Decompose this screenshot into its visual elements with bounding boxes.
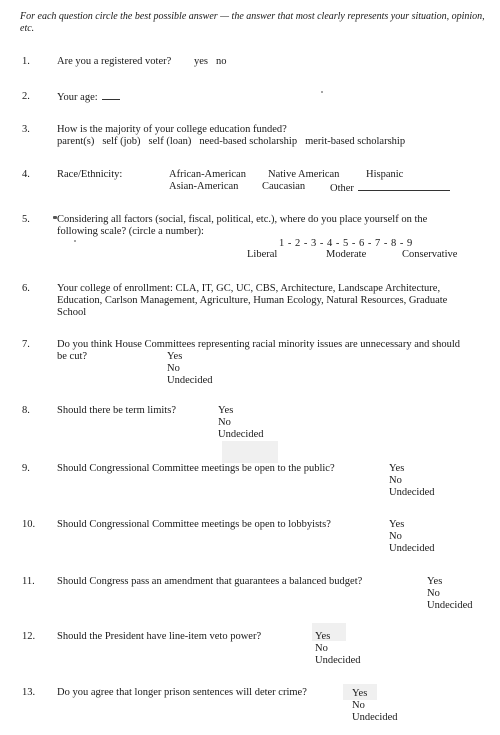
q2-text: Your age: <box>57 92 98 103</box>
q10-option-yes[interactable]: Yes <box>389 519 405 530</box>
q4-option-hispanic[interactable]: Hispanic <box>366 169 404 180</box>
scale-label-liberal: Liberal <box>247 249 278 260</box>
q8-option-undecided[interactable]: Undecided <box>218 429 264 440</box>
q2-number: 2. <box>22 91 30 102</box>
q4-text: Race/Ethnicity: <box>57 169 123 180</box>
other-blank[interactable] <box>358 181 450 191</box>
q12-option-yes[interactable]: Yes <box>315 631 331 642</box>
q12-option-undecided[interactable]: Undecided <box>315 655 361 666</box>
q1-options <box>194 56 227 68</box>
q3-options <box>57 136 405 148</box>
q9-option-no[interactable]: No <box>389 475 402 486</box>
q6-number: 6. <box>22 283 30 294</box>
q10-options <box>389 519 434 555</box>
paper-smudge <box>222 441 278 463</box>
q4-option-african-american[interactable]: African-American <box>169 169 246 180</box>
q7-option-no[interactable]: No <box>167 363 180 374</box>
q1-number: 1. <box>22 56 30 67</box>
q7-text: Do you think House Committees representing racial minority issues are unnecessary and should be cut? <box>57 339 460 362</box>
q4-number: 4. <box>22 169 30 180</box>
q10-number: 10. <box>22 519 36 530</box>
q4-other-label: Other <box>330 183 354 194</box>
q9-option-yes[interactable]: Yes <box>389 463 405 474</box>
q13-option-undecided[interactable]: Undecided <box>352 712 398 723</box>
q6-text: Your college of enrollment: CLA, IT, GC, UC, CBS, Architecture, Landscape Architecture, Education, Carlson Management, Agriculture, Human Ecology, Natural Resources, Graduate School <box>57 283 448 318</box>
stray-mark <box>74 240 76 242</box>
q7-number: 7. <box>22 339 30 350</box>
q11-text: Should Congress pass an amendment that guarantees a balanced budget? <box>57 576 363 587</box>
q10-text: Should Congressional Committee meetings be open to lobbyists? <box>57 519 331 530</box>
q12-option-no[interactable]: No <box>315 643 328 654</box>
q13-number: 13. <box>22 687 36 698</box>
stray-mark <box>53 216 57 219</box>
scale-label-conservative: Conservative <box>402 249 458 260</box>
stray-mark <box>321 91 323 93</box>
q11-number: 11. <box>22 576 35 587</box>
q1-option-no[interactable]: no <box>216 56 227 67</box>
q11-option-yes[interactable]: Yes <box>427 576 443 587</box>
q12-number: 12. <box>22 631 36 642</box>
q1-text: Are you a registered voter? <box>57 56 172 67</box>
q8-options <box>218 405 263 441</box>
q10-option-undecided[interactable]: Undecided <box>389 543 435 554</box>
q3-option-need-based[interactable]: need-based scholarship <box>199 136 298 147</box>
instructions: For each question circle the best possible answer — the answer that most clearly represents your situation, opinion, etc. <box>20 11 485 34</box>
q12-text: Should the President have line-item veto power? <box>57 631 262 642</box>
q4-option-other[interactable] <box>330 181 450 195</box>
q4-option-asian-american[interactable]: Asian-American <box>169 181 239 192</box>
q13-option-yes[interactable]: Yes <box>352 688 368 699</box>
q10-option-no[interactable]: No <box>389 531 402 542</box>
q8-text: Should there be term limits? <box>57 405 176 416</box>
q8-number: 8. <box>22 405 30 416</box>
q11-options <box>427 576 472 612</box>
q13-options <box>352 688 397 724</box>
q3-option-merit-based[interactable]: merit-based scholarship <box>305 136 406 147</box>
q5-text: Considering all factors (social, fiscal, political, etc.), where do you place yourself on the following scale? (circle a number): <box>57 214 428 237</box>
q3-option-self-job[interactable]: self (job) <box>102 136 141 147</box>
q12-options <box>315 631 360 667</box>
q5-number: 5. <box>22 214 30 225</box>
q8-option-yes[interactable]: Yes <box>218 405 234 416</box>
q7-options <box>167 351 212 387</box>
q9-option-undecided[interactable]: Undecided <box>389 487 435 498</box>
scale-label-moderate: Moderate <box>326 249 367 260</box>
q13-option-no[interactable]: No <box>352 700 365 711</box>
q7-option-yes[interactable]: Yes <box>167 351 183 362</box>
q3-option-self-loan[interactable]: self (loan) <box>148 136 192 147</box>
political-scale[interactable]: 1 - 2 - 3 - 4 - 5 - 6 - 7 - 8 - 9 <box>279 238 413 249</box>
q11-option-no[interactable]: No <box>427 588 440 599</box>
q9-number: 9. <box>22 463 30 474</box>
q2-question <box>57 91 120 104</box>
q7-option-undecided[interactable]: Undecided <box>167 375 213 386</box>
q9-text: Should Congressional Committee meetings be open to the public? <box>57 463 335 474</box>
q3-number: 3. <box>22 124 30 135</box>
q3-option-parents[interactable]: parent(s) <box>57 136 95 147</box>
q4-option-native-american[interactable]: Native American <box>268 169 340 180</box>
q8-option-no[interactable]: No <box>218 417 231 428</box>
q3-text: How is the majority of your college education funded? <box>57 124 287 135</box>
q9-options <box>389 463 434 499</box>
q4-option-caucasian[interactable]: Caucasian <box>262 181 306 192</box>
q11-option-undecided[interactable]: Undecided <box>427 600 473 611</box>
age-blank[interactable] <box>102 91 120 100</box>
q1-option-yes[interactable]: yes <box>194 56 208 67</box>
q13-text: Do you agree that longer prison sentences will deter crime? <box>57 687 307 698</box>
